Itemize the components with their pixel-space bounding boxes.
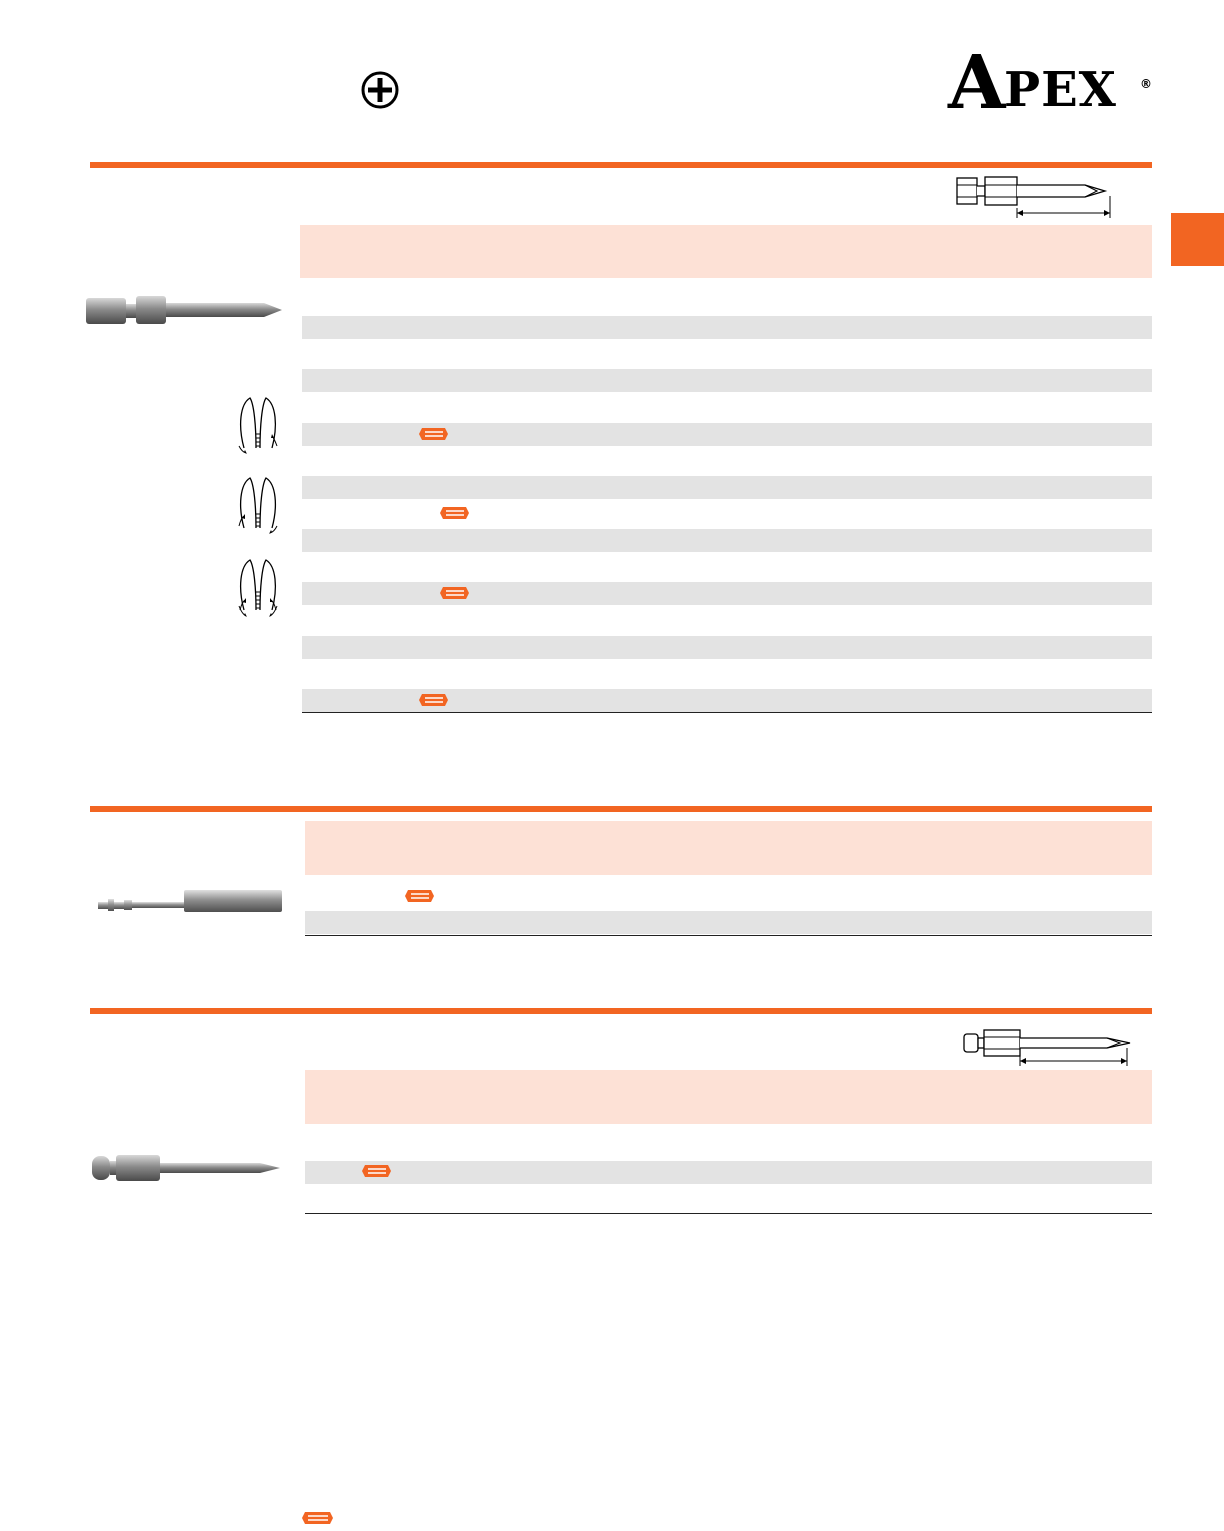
side-index-tab xyxy=(1171,213,1224,266)
table-row xyxy=(305,911,1152,934)
power-bit-with-hex-shank xyxy=(86,290,286,330)
table-row xyxy=(302,476,1152,499)
table-header-band xyxy=(305,1070,1152,1124)
rapid-select-badge-icon xyxy=(419,692,449,708)
table-row xyxy=(302,636,1152,659)
table-row xyxy=(305,1161,1152,1184)
phillips-plus-icon xyxy=(360,70,400,110)
rapid-select-badge-icon xyxy=(419,426,449,442)
bit-length-diagram xyxy=(962,1026,1134,1068)
rapid-select-badge-icon xyxy=(405,888,435,904)
section-rule xyxy=(90,806,1152,812)
rapid-select-badge-icon xyxy=(440,585,470,601)
bit-length-diagram xyxy=(955,172,1115,220)
rapid-select-badge-icon xyxy=(362,1163,392,1179)
section-rule xyxy=(90,1008,1152,1014)
extension-bit-with-ball-groove xyxy=(98,888,284,914)
section-rule xyxy=(90,162,1152,168)
logo-letter-a: A xyxy=(948,40,1004,126)
reinforced-tip-icon xyxy=(236,396,280,456)
table-bottom-rule xyxy=(305,1213,1152,1214)
table-header-band xyxy=(305,821,1152,875)
logo-letters-pex: PEX xyxy=(1004,62,1117,118)
registered-mark: ® xyxy=(1140,77,1152,91)
table-row xyxy=(302,369,1152,392)
table-row xyxy=(302,529,1152,552)
power-bit-with-ball-end xyxy=(92,1152,282,1184)
table-row xyxy=(302,316,1152,339)
reinforced-tip-icon xyxy=(236,558,280,620)
table-header-band xyxy=(300,225,1152,278)
table-bottom-rule xyxy=(305,935,1152,936)
apex-logo xyxy=(948,40,1154,126)
rapid-select-badge-icon xyxy=(440,505,470,521)
table-row xyxy=(302,582,1152,605)
table-bottom-rule xyxy=(302,712,1152,713)
rapid-select-badge-icon xyxy=(302,1510,334,1526)
reinforced-tip-icon xyxy=(236,476,280,536)
